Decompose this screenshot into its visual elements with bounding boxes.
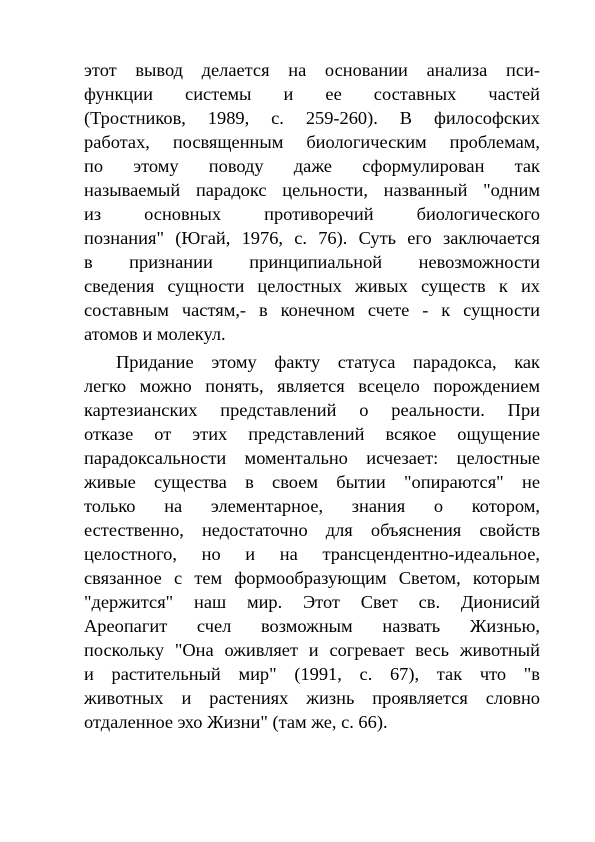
text-line: сведения сущности целостных живых существ к их: [84, 276, 540, 296]
text-line: функции системы и ее составных частей: [84, 84, 540, 104]
paragraph-2: [84, 350, 540, 734]
text-line: легко можно понять, является всецело порождением: [84, 376, 540, 396]
text-line: естественно, недостаточно для объяснения свойств: [84, 520, 540, 540]
text-line: отдаленное эхо Жизни" (там же, с. 66).: [84, 712, 388, 732]
text-line: познания" (Югай, 1976, с. 76). Суть его заключается: [84, 228, 540, 248]
text-line: Придание этому факту статуса парадокса, как: [116, 352, 540, 372]
text-line: картезианских представлений о реальности. При: [84, 400, 540, 420]
text-line: по этому поводу даже сформулирован так: [84, 156, 540, 176]
text-line: составным частям,- в конечном счете - к сущности: [84, 300, 540, 320]
text-line: связанное с тем формообразующим Светом, которым: [84, 568, 540, 588]
text-line: в признании принципиальной невозможности: [84, 252, 540, 272]
text-line: поскольку "Она оживляет и согревает весь животный: [84, 640, 540, 660]
text-line: парадоксальности моментально исчезает: целостные: [84, 448, 540, 468]
text-line: целостного, но и на трансцендентно-идеальное,: [84, 544, 540, 564]
text-line: "держится" наш мир. Этот Свет св. Дионисий: [84, 592, 540, 612]
text-line: из основных противоречий биологического: [84, 204, 540, 224]
text-line: работах, посвященным биологическим проблемам,: [84, 132, 540, 152]
text-line: отказе от этих представлений всякое ощущение: [84, 424, 540, 444]
text-line: только на элементарное, знания о котором,: [84, 496, 540, 516]
text-line: живые существа в своем бытии "опираются" не: [84, 472, 540, 492]
text-line: этот вывод делается на основании анализа пси-: [84, 60, 540, 80]
text-line: (Тростников, 1989, с. 259-260). В философских: [84, 108, 540, 128]
text-line: Ареопагит счел возможным назвать Жизнью,: [84, 616, 540, 636]
text-line: и растительный мир" (1991, с. 67), так что "в: [84, 664, 540, 684]
text-line: животных и растениях жизнь проявляется словно: [84, 688, 540, 708]
text-line: называемый парадокс цельности, названный "одним: [84, 180, 540, 200]
text-line: атомов и молекул.: [84, 324, 226, 344]
paragraph-1: [84, 58, 540, 346]
